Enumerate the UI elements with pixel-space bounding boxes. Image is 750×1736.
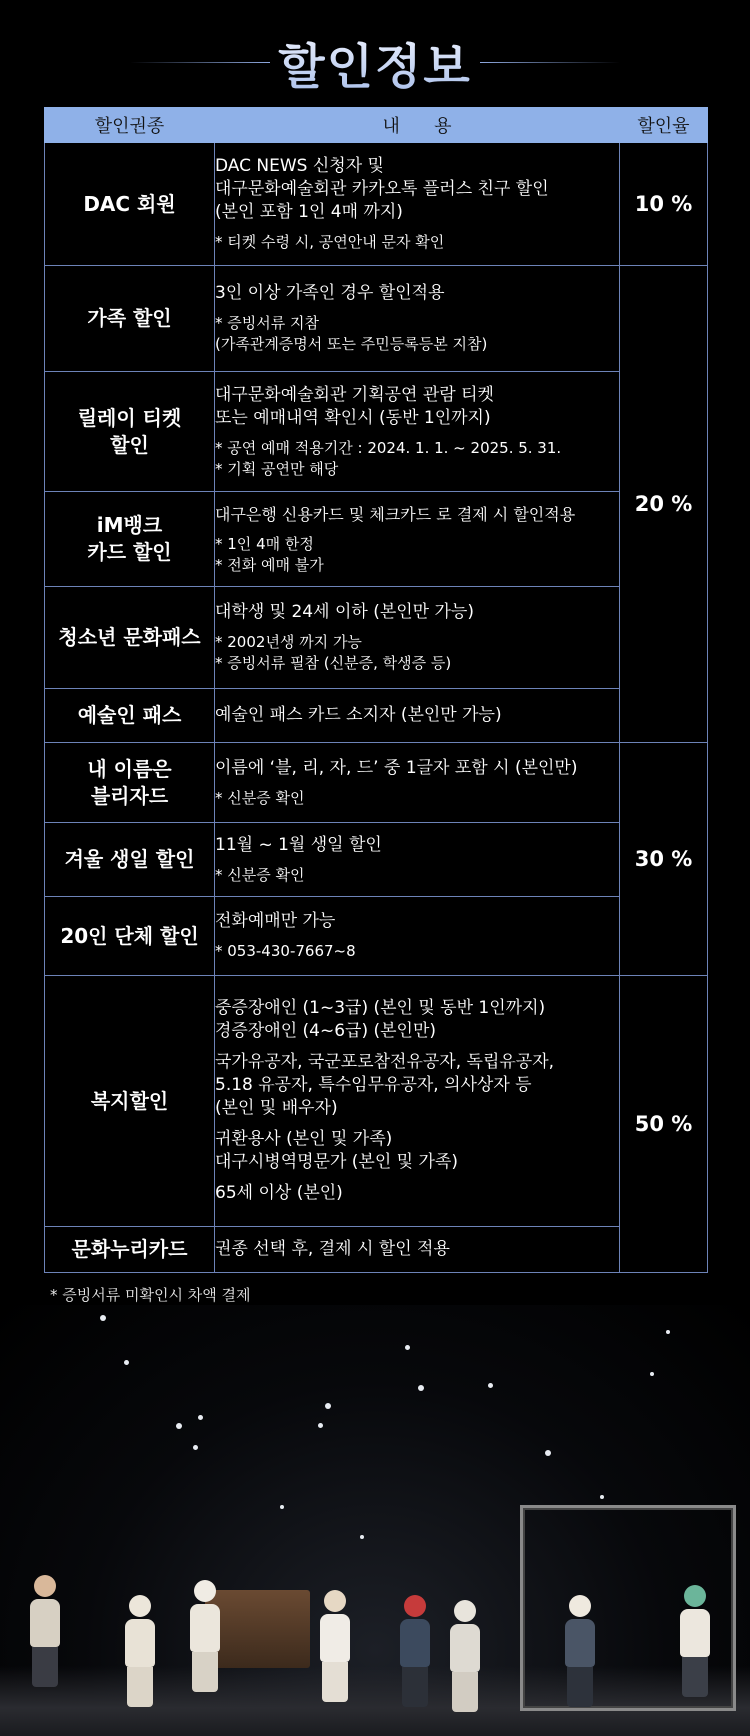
table-header-row — [45, 108, 708, 143]
row-kind — [45, 372, 215, 492]
row-rate: 20 % — [620, 266, 708, 743]
row-kind-text: 가족 할인 — [87, 306, 172, 330]
content-note: * 053-430-7667~8 — [215, 942, 356, 960]
row-kind-text: 청소년 문화패스 — [58, 625, 201, 649]
content-note: * 2002년생 까지 가능 — [215, 633, 362, 651]
stage-photo — [0, 1305, 750, 1736]
performer-figure — [400, 1595, 430, 1707]
content-line: 이름에 ‘블, 리, 자, 드’ 중 1글자 포함 시 (본인만) — [215, 757, 578, 778]
content-line: 국가유공자, 국군포로참전유공자, 독립유공자, — [215, 1052, 555, 1072]
content-line: 예술인 패스 카드 소지자 (본인만 가능) — [215, 705, 502, 725]
content-note: * 1인 4매 한정 — [215, 534, 314, 553]
content-line: 11월 ~ 1월 생일 할인 — [215, 834, 382, 855]
footnote: * 증빙서류 미확인시 차액 결제 — [50, 1286, 251, 1304]
row-kind — [45, 492, 215, 587]
content-line: 대구문화예술회관 기획공연 관람 티켓 — [215, 384, 494, 405]
content-line: 권종 선택 후, 결제 시 할인 적용 — [215, 1239, 450, 1259]
row-kind-text: 카드 할인 — [87, 540, 172, 564]
row-kind-text: 릴레이 티켓 — [77, 405, 182, 430]
table-row — [45, 143, 708, 266]
row-kind-text: iM뱅크 — [96, 513, 163, 537]
table-row — [45, 492, 708, 587]
row-content — [215, 897, 620, 976]
content-note: (가족관계증명서 또는 주민등록등본 지참) — [215, 335, 488, 353]
content-note: * 신분증 확인 — [215, 865, 305, 884]
content-line: DAC NEWS 신청자 및 — [215, 156, 384, 176]
table-row — [45, 587, 708, 689]
title-divider-left — [130, 62, 270, 63]
content-line: 65세 이상 (본인) — [215, 1183, 343, 1203]
content-note: * 티켓 수령 시, 공연안내 문자 확인 — [215, 233, 445, 251]
row-rate: 10 % — [620, 143, 708, 266]
content-line: 중증장애인 (1~3급) (본인 및 동반 1인까지) — [215, 998, 546, 1018]
row-kind-text: DAC 회원 — [83, 191, 176, 216]
stage-piano-prop — [205, 1590, 310, 1668]
row-content — [215, 143, 620, 266]
content-line: 전화예매만 가능 — [215, 911, 336, 931]
row-kind — [45, 587, 215, 689]
content-line: 대구시병역명문가 (본인 및 가족) — [215, 1152, 458, 1172]
content-note: * 공연 예매 적용기간 : 2024. 1. 1. ~ 2025. 5. 31. — [215, 438, 562, 457]
row-content — [215, 587, 620, 689]
row-content — [215, 976, 620, 1227]
table-row — [45, 689, 708, 743]
performer-figure — [680, 1585, 710, 1697]
table-row — [45, 372, 708, 492]
content-line: (본인 포함 1인 4매 까지) — [215, 202, 403, 222]
header-kind: 할인권종 — [45, 108, 215, 143]
content-line: (본인 및 배우자) — [215, 1098, 338, 1118]
discount-table — [44, 107, 708, 1273]
header-rate: 할인율 — [620, 108, 708, 143]
row-rate: 30 % — [620, 743, 708, 976]
row-kind-text: 문화누리카드 — [71, 1237, 188, 1261]
row-kind-text: 할인 — [110, 432, 149, 457]
table-row — [45, 743, 708, 823]
performer-figure — [30, 1575, 60, 1687]
table-row — [45, 1227, 708, 1273]
row-kind-text: 예술인 패스 — [77, 703, 182, 727]
row-kind-text: 복지할인 — [90, 1088, 169, 1113]
content-line: 경증장애인 (4~6급) (본인만) — [215, 1021, 437, 1041]
performer-figure — [565, 1595, 595, 1707]
row-kind-text: 블리자드 — [90, 783, 169, 808]
title-divider-right — [480, 62, 620, 63]
table-row — [45, 266, 708, 372]
content-note: * 전화 예매 불가 — [215, 555, 324, 574]
row-content — [215, 743, 620, 823]
row-content — [215, 372, 620, 492]
row-kind — [45, 266, 215, 372]
table-row — [45, 823, 708, 897]
row-content — [215, 492, 620, 587]
row-kind-text: 겨울 생일 할인 — [64, 847, 195, 871]
table-row — [45, 897, 708, 976]
content-line: 대구문화예술회관 카카오톡 플러스 친구 할인 — [215, 179, 549, 199]
row-content — [215, 689, 620, 743]
row-kind — [45, 976, 215, 1227]
row-kind-text: 20인 단체 할인 — [60, 923, 199, 948]
header-content: 내 용 — [215, 108, 620, 143]
page-title: 할인정보 — [278, 28, 471, 97]
row-kind — [45, 743, 215, 823]
content-note: * 증빙서류 지참 — [215, 314, 319, 332]
row-rate: 50 % — [620, 976, 708, 1273]
table-row — [45, 976, 708, 1227]
row-kind — [45, 689, 215, 743]
content-note: * 신분증 확인 — [215, 788, 305, 807]
content-note: * 증빙서류 필참 (신분증, 학생증 등) — [215, 654, 452, 672]
row-kind — [45, 897, 215, 976]
performer-figure — [450, 1600, 480, 1712]
content-line: 귀환용사 (본인 및 가족) — [215, 1129, 393, 1149]
row-content — [215, 1227, 620, 1273]
row-kind — [45, 143, 215, 266]
row-content — [215, 266, 620, 372]
performer-figure — [190, 1580, 220, 1692]
content-line: 또는 예매내역 확인시 (동반 1인까지) — [215, 407, 491, 428]
content-note: * 기획 공연만 해당 — [215, 459, 339, 478]
performer-figure — [320, 1590, 350, 1702]
content-line: 대구은행 신용카드 및 체크카드 로 결제 시 할인적용 — [215, 504, 576, 524]
content-line: 5.18 유공자, 특수임무유공자, 의사상자 등 — [215, 1075, 532, 1095]
content-line: 3인 이상 가족인 경우 할인적용 — [215, 283, 445, 303]
content-line: 대학생 및 24세 이하 (본인만 가능) — [215, 602, 474, 622]
row-kind-text: 내 이름은 — [87, 756, 172, 781]
row-content — [215, 823, 620, 897]
row-kind — [45, 1227, 215, 1273]
row-kind — [45, 823, 215, 897]
title-area — [0, 22, 750, 102]
performer-figure — [125, 1595, 155, 1707]
